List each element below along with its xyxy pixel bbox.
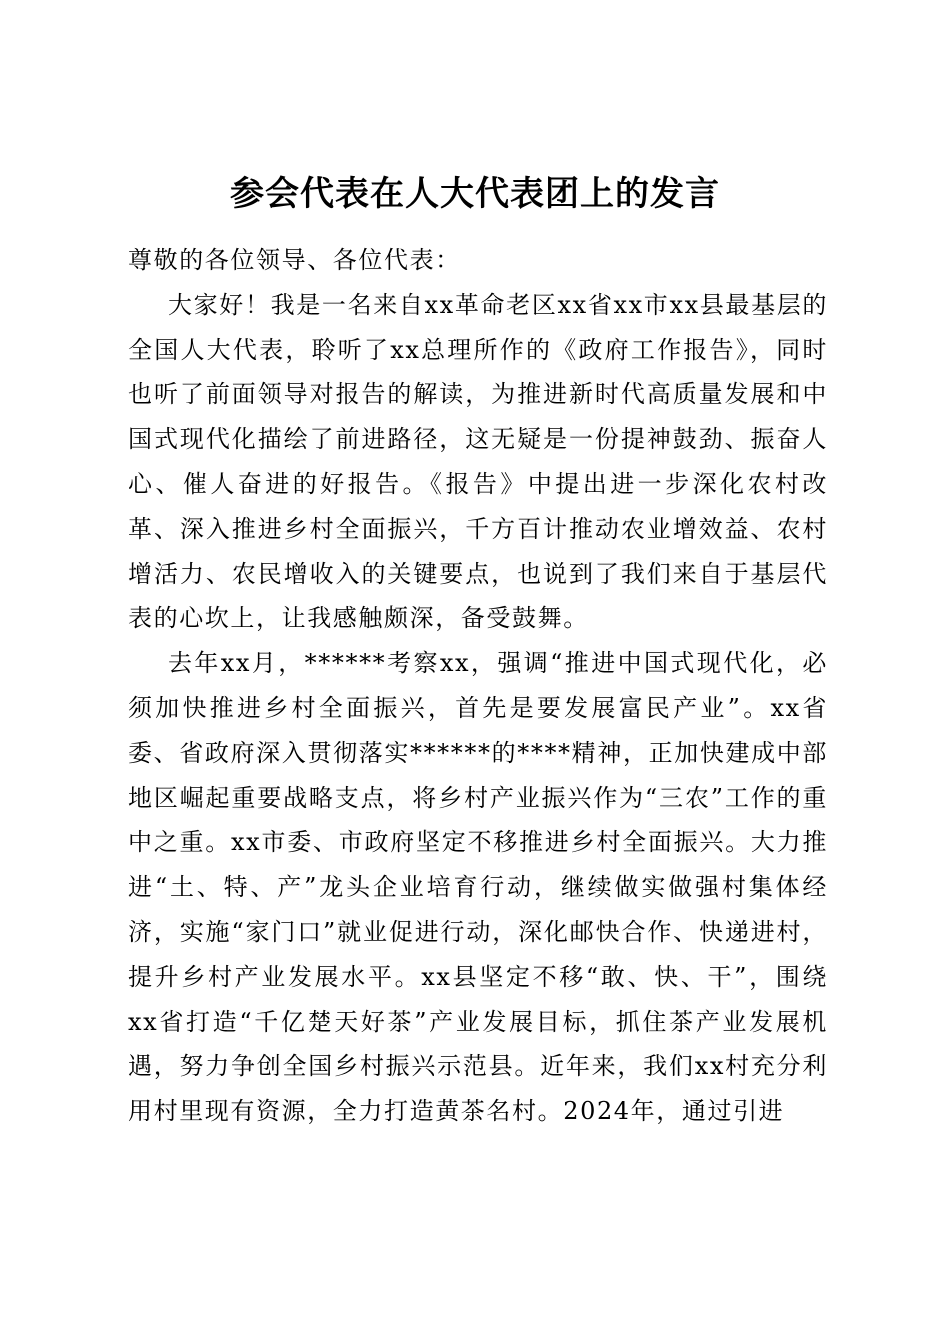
salutation: 尊敬的各位领导、各位代表： <box>128 246 461 274</box>
paragraph-1: 大家好！我是一名来自xx革命老区xx省xx市xx县最基层的全国人大代表，聆听了xx总理所作的《政府工作报告》，同时也听了前面领导对报告的解读，为推进新时代高质量发展和中国式现代化描绘了前进路径，这无疑是一份提神鼓劲、振奋人心、催人奋进的好报告。《报告》中提出进一步深化农村改革、深入推进乡村全面振兴，千方百计推动农业增效益、农村增活力、农民增收入的关键要点，也说到了我们来自于基层代表的心坎上，让我感触颇深，备受鼓舞。 <box>128 290 828 633</box>
paragraph-2: 去年xx月，******考察xx，强调“推进中国式现代化，必须加快推进乡村全面振兴，首先是要发展富民产业”。xx省委、省政府深入贯彻落实******的****精神，正加快建成中部地区崛起重要战略支点，将乡村产业振兴作为“三农”工作的重中之重。xx市委、市政府坚定不移推进乡村全面振兴。大力推进“土、特、产”龙头企业培育行动，继续做实做强村集体经济，实施“家门口”就业促进行动，深化邮快合作、快递进村，提升乡村产业发展水平。xx县坚定不移“敢、快、干”，围绕xx省打造“千亿楚天好茶”产业发展目标，抓住茶产业发展机遇，努力争创全国乡村振兴示范县。近年来，我们xx村充分利用村里现有资源，全力打造黄茶名村。2024年，通过引进 <box>128 649 828 1126</box>
document-body <box>128 238 828 1134</box>
document-title: 参会代表在人大代表团上的发言 <box>230 174 720 214</box>
